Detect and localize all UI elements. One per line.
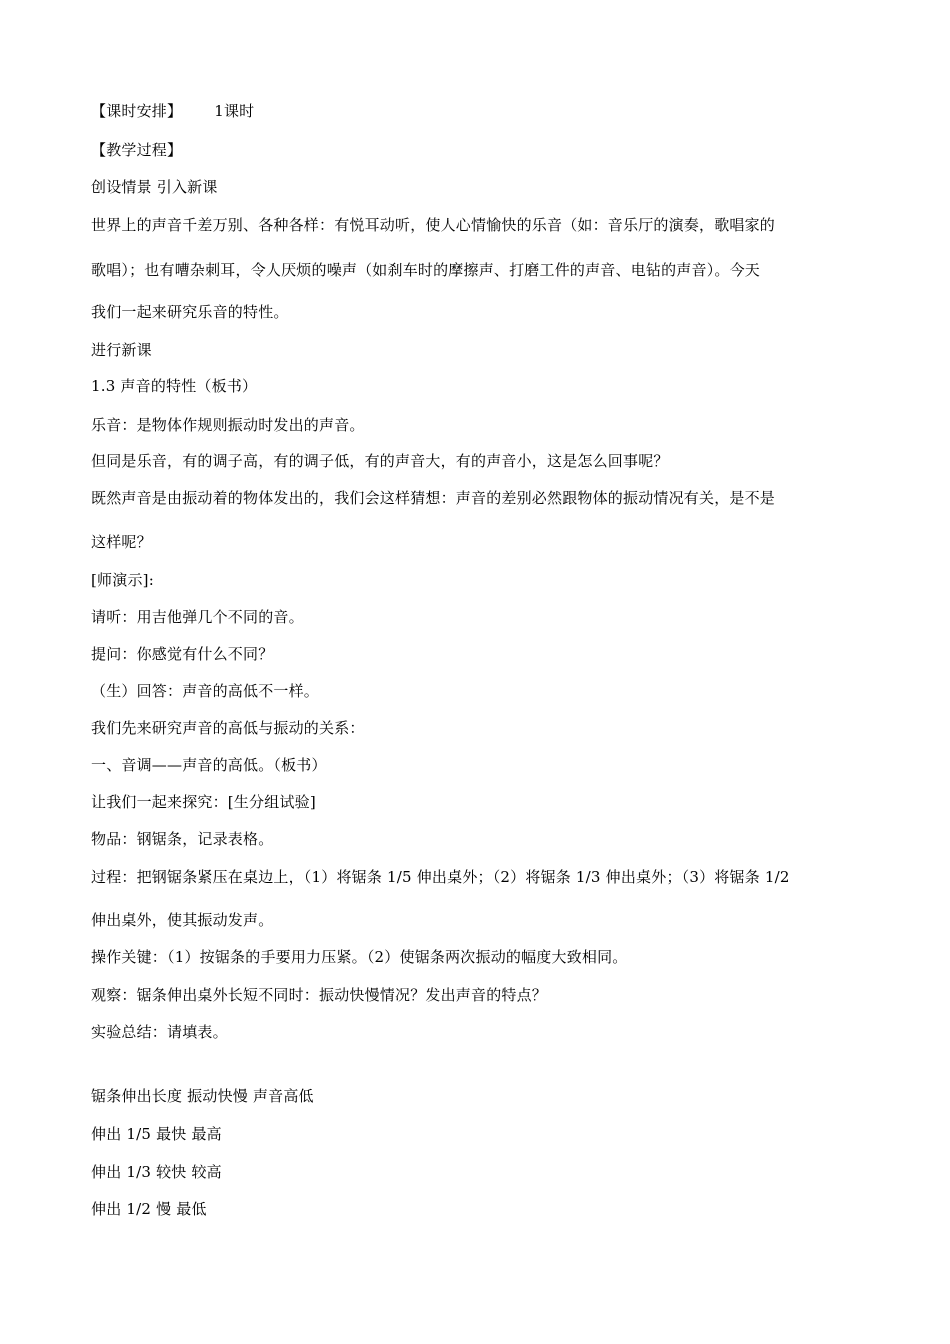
process-label: 【教学过程】 [91, 141, 183, 159]
demo-label: [师演示]: [91, 571, 154, 589]
listen-line: 请听：用吉他弹几个不同的音。 [91, 608, 304, 626]
answer-line: （生）回答：声音的高低不一样。 [91, 682, 320, 700]
schedule-label: 【课时安排】 [91, 102, 183, 120]
schedule-value: 1课时 [214, 102, 255, 120]
process-line-2: 伸出桌外，使其振动发声。 [91, 911, 274, 929]
pitch-title: 一、音调——声音的高低。（板书） [91, 756, 327, 774]
study-line: 我们先来研究声音的高低与振动的关系： [91, 719, 365, 737]
key-line: 操作关键：（1）按锯条的手要用力压紧。（2）使锯条两次振动的幅度大致相同。 [91, 948, 628, 966]
ask-line: 提问：你感觉有什么不同？ [91, 645, 274, 663]
table-row: 伸出 1/5 最快 最高 [91, 1125, 222, 1143]
intro-paragraph-line-2: 歌唱）；也有嘈杂刺耳，令人厌烦的噪声（如刹车时的摩擦声、打磨工件的声音、电钻的声音）。今天 [91, 261, 761, 279]
summary-line: 实验总结：请填表。 [91, 1023, 228, 1041]
items-line: 物品：钢锯条，记录表格。 [91, 830, 274, 848]
guess-line-1: 既然声音是由振动着的物体发出的，我们会这样猜想：声音的差别必然跟物体的振动情况有关，是不是 [91, 489, 776, 507]
intro-paragraph-line-3: 我们一起来研究乐音的特性。 [91, 303, 289, 321]
intro-heading: 创设情景 引入新课 [91, 178, 218, 196]
guess-line-2: 这样呢？ [91, 533, 152, 551]
question-line: 但同是乐音，有的调子高，有的调子低，有的声音大，有的声音小，这是怎么回事呢？ [91, 452, 669, 470]
lesson-heading: 进行新课 [91, 341, 152, 359]
schedule-line [91, 100, 254, 122]
process-line-1: 过程：把钢锯条紧压在桌边上，（1）将锯条 1/5 伸出桌外；（2）将锯条 1/3 伸出桌外；（3）将锯条 1/2 [91, 868, 790, 886]
explore-line: 让我们一起来探究：[生分组试验] [91, 793, 316, 811]
table-row: 伸出 1/2 慢 最低 [91, 1200, 207, 1218]
table-header: 锯条伸出长度 振动快慢 声音高低 [91, 1087, 314, 1105]
observe-line: 观察：锯条伸出桌外长短不同时：振动快慢情况？发出声音的特点？ [91, 986, 548, 1004]
intro-paragraph-line-1: 世界上的声音千差万别、各种各样：有悦耳动听，使人心情愉快的乐音（如：音乐厅的演奏，歌唱家的 [91, 216, 776, 234]
section-title: 1.3 声音的特性（板书） [91, 377, 258, 395]
table-row: 伸出 1/3 较快 较高 [91, 1163, 222, 1181]
definition-line: 乐音：是物体作规则振动时发出的声音。 [91, 416, 365, 434]
